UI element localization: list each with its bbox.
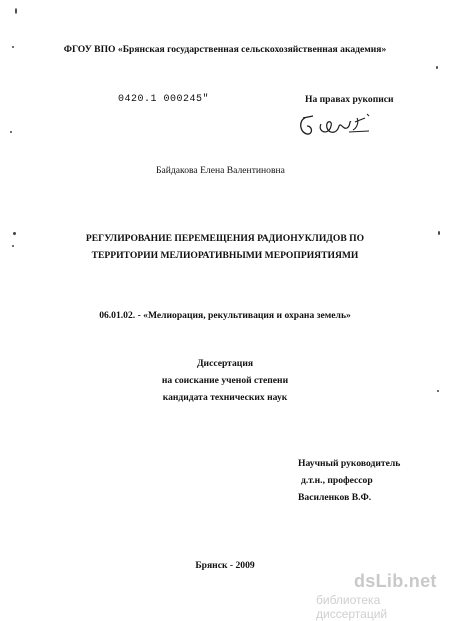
manuscript-rights-note: На правах рукописи: [305, 94, 394, 105]
degree-line-3: кандидата технических наук: [162, 392, 288, 403]
supervisor-role: Научный руководитель: [298, 458, 401, 469]
scan-speck: [12, 245, 14, 247]
institution-header: ФГОУ ВПО «Брянская государственная сельскохозяйственная академия»: [63, 44, 387, 55]
title-line-1: РЕГУЛИРОВАНИЕ ПЕРЕМЕЩЕНИЯ РАДИОНУКЛИДОВ ПО: [85, 233, 365, 244]
specialty-code: 06.01.02. - «Мелиорация, рекультивация и охрана земель»: [99, 310, 351, 321]
title-line-2: ТЕРРИТОРИИ МЕЛИОРАТИВНЫМИ МЕРОПРИЯТИЯМИ: [91, 250, 359, 261]
handwritten-signature: [295, 110, 375, 142]
supervisor-name: Василенков В.Ф.: [298, 492, 372, 503]
degree-line-1: Диссертация: [196, 358, 254, 369]
watermark-subtitle: библиотека диссертаций: [316, 593, 388, 621]
scan-speck: [10, 131, 12, 133]
scan-speck: [436, 66, 438, 69]
author-name: Байдакова Елена Валентиновна: [156, 165, 285, 176]
registration-stamp: 0420.1 000245": [118, 94, 210, 105]
watermark-brand: dsLib.net: [354, 571, 437, 591]
degree-line-2: на соискание ученой степени: [161, 375, 289, 386]
scan-speck: [15, 8, 17, 14]
supervisor-degree: д.т.н., профессор: [301, 475, 373, 486]
city-year: Брянск - 2009: [195, 560, 255, 571]
